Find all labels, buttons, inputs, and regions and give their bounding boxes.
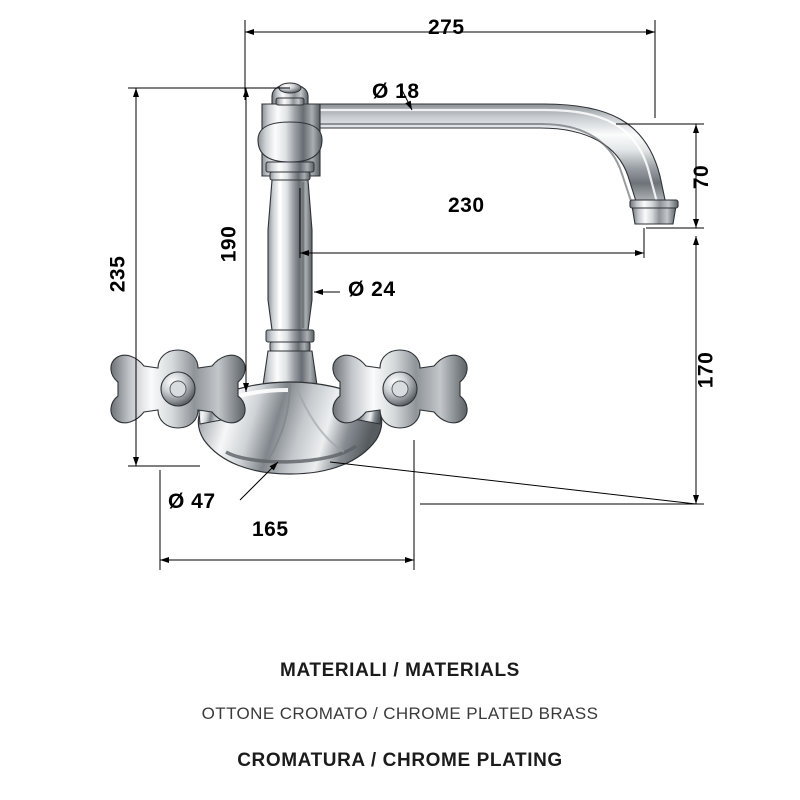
dim-label-230: 230 [448,194,485,217]
materials-value: OTTONE CROMATO / CHROME PLATED BRASS [201,704,599,723]
column-ring-1 [266,162,314,172]
dim-label-70: 70 [690,164,714,190]
dim-label-spout-diameter: Ø 18 [372,80,420,103]
column-ring-4 [270,342,310,351]
dim-label-165: 165 [252,518,289,541]
leader-body-right [330,462,696,504]
column-shaft [268,180,312,330]
left-cross-handle [111,350,245,428]
dim-label-275: 275 [428,16,465,39]
column-cap-collar [276,98,304,105]
plating-heading: CROMATURA / CHROME PLATING [237,750,563,771]
spout-aerator-ring [630,200,678,208]
dim-label-column-diameter: Ø 24 [348,278,396,301]
right-handle-cap-inner [392,381,408,397]
materials-block [0,660,800,772]
dim-label-190: 190 [217,225,241,263]
column-ring-2 [270,172,310,180]
materials-heading: MATERIALI / MATERIALS [280,660,520,681]
spout-aerator [632,206,676,224]
dim-label-235: 235 [106,255,130,293]
column-ring-3 [266,330,314,342]
dim-label-170: 170 [694,351,718,389]
dim-label-body-diameter: Ø 47 [168,490,216,513]
left-handle-cap-inner [170,381,186,397]
right-cross-handle [333,350,467,428]
column-bulb [258,122,322,162]
